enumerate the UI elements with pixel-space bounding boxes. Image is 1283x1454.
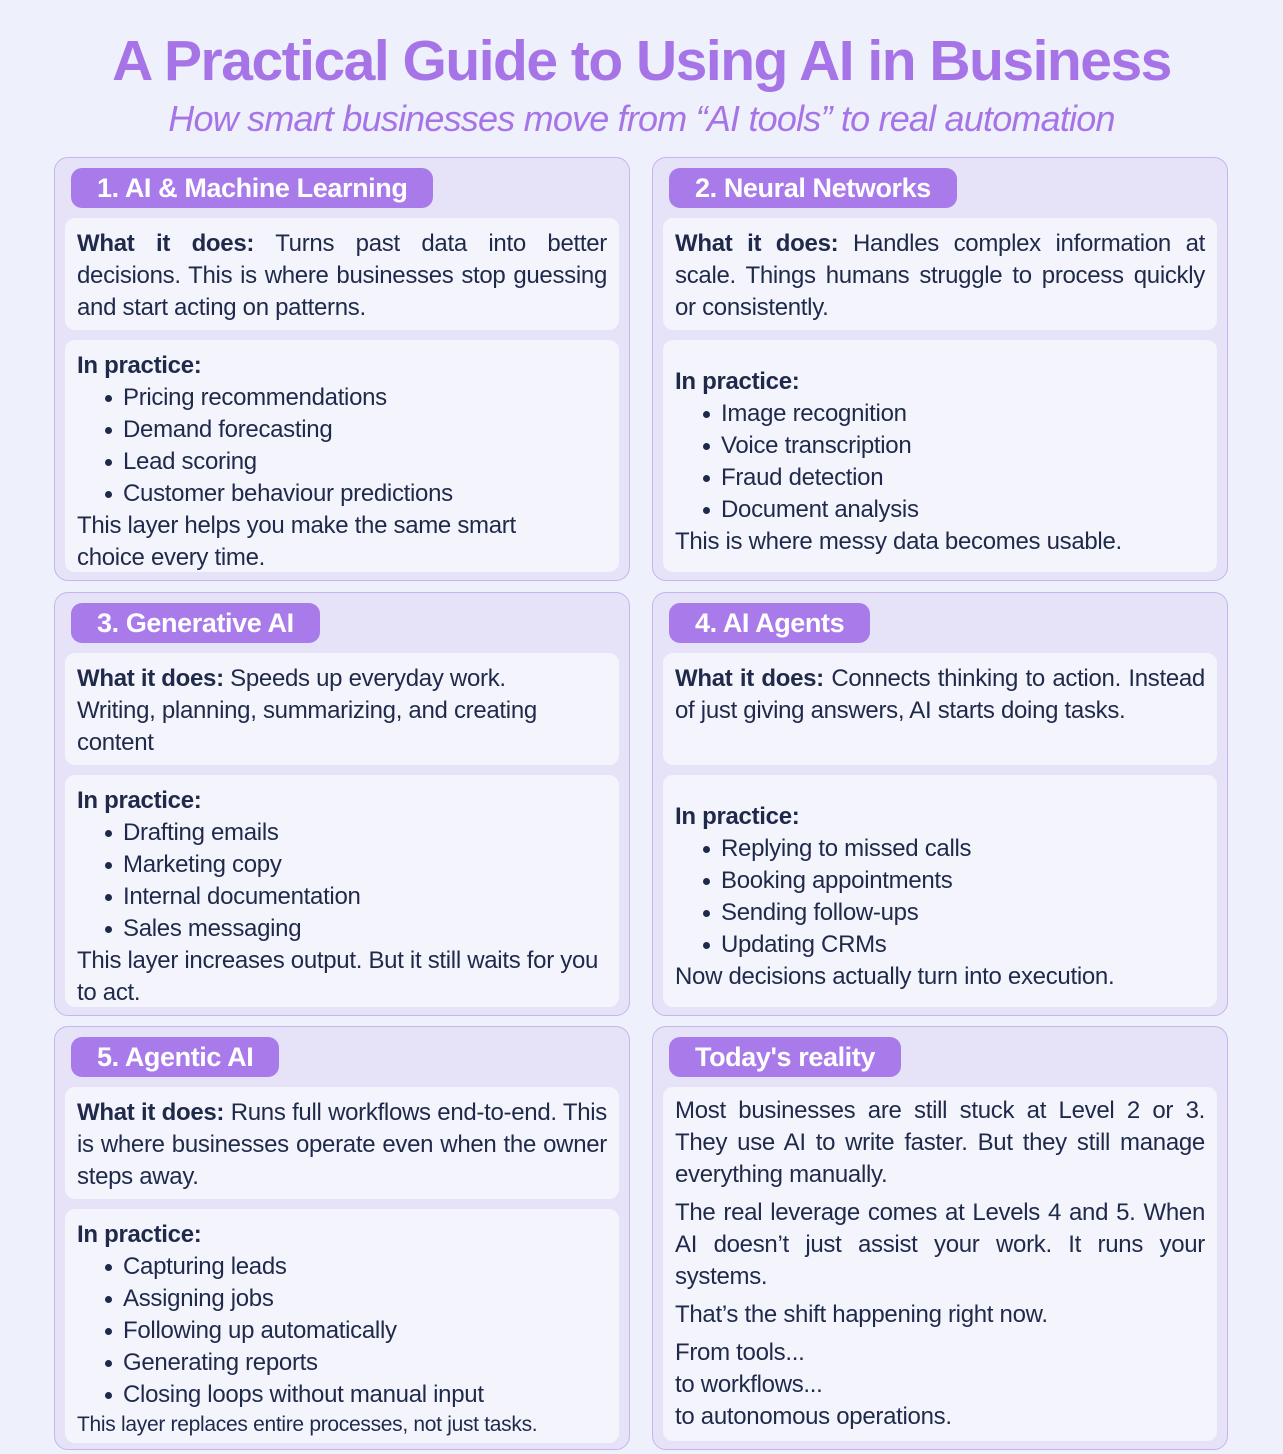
what-it-does-box (65, 218, 619, 330)
what-it-does-box (663, 653, 1217, 765)
practice-list (701, 398, 1205, 526)
card-note: This layer increases output. But it still waits for you to act. (77, 947, 599, 1006)
reality-paragraph-2: The real leverage comes at Levels 4 and 5. When AI doesn’t just assist your work. It runs your systems. (675, 1199, 1205, 1290)
card-note: This layer replaces entire processes, not just tasks. (77, 1413, 538, 1436)
list-item: Fraud detection (701, 462, 1205, 494)
list-item: Pricing recommendations (103, 382, 607, 414)
what-it-does-label: What it does: (77, 665, 224, 692)
card-note: This is where messy data becomes usable. (675, 528, 1122, 555)
list-item: Sending follow-ups (701, 897, 1205, 929)
reality-box (663, 1087, 1217, 1441)
card-neural-networks (652, 157, 1228, 581)
page-subtitle: How smart businesses move from “AI tools” to real automation (168, 98, 1115, 139)
what-it-does-value: Connects thinking to action. Instead of just giving answers, AI starts doing tasks. (675, 665, 1205, 724)
list-item: Generating reports (103, 1347, 607, 1379)
card-note: This layer helps you make the same smart choice every time. (77, 512, 516, 571)
list-item: Assigning jobs (103, 1283, 607, 1315)
list-item: Drafting emails (103, 817, 607, 849)
list-item: Updating CRMs (701, 929, 1205, 961)
list-item: Lead scoring (103, 446, 607, 478)
in-practice-label: In practice: (675, 368, 800, 395)
card-title: 2. Neural Networks (669, 168, 957, 208)
list-item: Marketing copy (103, 849, 607, 881)
what-it-does-label: What it does: (77, 1099, 225, 1126)
what-it-does-label: What it does: (675, 665, 824, 692)
list-item: Demand forecasting (103, 414, 607, 446)
in-practice-box (65, 340, 619, 572)
what-it-does-text (77, 1097, 607, 1193)
what-it-does-value: Runs full workflows end-to-end. This is where businesses operate even when the owner steps away. (77, 1099, 608, 1190)
reality-paragraph-3: That’s the shift happening right now. (675, 1301, 1048, 1328)
card-todays-reality (652, 1026, 1228, 1450)
list-item: Capturing leads (103, 1251, 607, 1283)
what-it-does-box (663, 218, 1217, 330)
list-item: Closing loops without manual input (103, 1379, 607, 1411)
card-note: Now decisions actually turn into execution. (675, 963, 1115, 990)
list-item: Booking appointments (701, 865, 1205, 897)
list-item: Replying to missed calls (701, 833, 1205, 865)
what-it-does-text (77, 663, 587, 759)
practice-list (103, 382, 607, 510)
practice-list (103, 817, 607, 945)
in-practice-box (65, 1209, 619, 1443)
card-generative-ai (54, 592, 630, 1016)
reality-line-1: From tools... (675, 1339, 805, 1366)
list-item: Internal documentation (103, 881, 607, 913)
card-ai-machine-learning (54, 157, 630, 581)
practice-list (103, 1251, 607, 1411)
reality-paragraph-1: Most businesses are still stuck at Level 2 or 3. They use AI to write faster. But they still manage everything manually. (675, 1097, 1205, 1188)
what-it-does-text (77, 228, 607, 324)
card-title: 1. AI & Machine Learning (71, 168, 433, 208)
in-practice-label: In practice: (77, 352, 202, 379)
reality-line-2: to workflows... (675, 1371, 823, 1398)
practice-list (701, 833, 1205, 961)
list-item: Image recognition (701, 398, 1205, 430)
card-title: Today's reality (669, 1037, 901, 1077)
list-item: Voice transcription (701, 430, 1205, 462)
in-practice-label: In practice: (77, 1221, 202, 1248)
in-practice-box (65, 775, 619, 1007)
what-it-does-box (65, 1087, 619, 1199)
what-it-does-label: What it does: (675, 230, 839, 257)
list-item: Sales messaging (103, 913, 607, 945)
page-title: A Practical Guide to Using AI in Business (112, 29, 1171, 93)
in-practice-box (663, 340, 1217, 572)
list-item: Following up automatically (103, 1315, 607, 1347)
card-title: 3. Generative AI (71, 603, 320, 643)
reality-line-3: to autonomous operations. (675, 1403, 952, 1430)
what-it-does-text (675, 663, 1205, 727)
what-it-does-label: What it does: (77, 230, 255, 257)
what-it-does-value: Speeds up everyday work. Writing, planning, summarizing, and creating content (77, 665, 537, 756)
what-it-does-value: Handles complex information at scale. Things humans struggle to process quickly or consistently. (675, 230, 1205, 321)
in-practice-box (663, 775, 1217, 1007)
list-item: Document analysis (701, 494, 1205, 526)
what-it-does-box (65, 653, 619, 765)
list-item: Customer behaviour predictions (103, 478, 607, 510)
card-ai-agents (652, 592, 1228, 1016)
card-title: 5. Agentic AI (71, 1037, 279, 1077)
what-it-does-value: Turns past data into better decisions. This is where businesses stop guessing and start acting on patterns. (77, 230, 608, 321)
what-it-does-text (675, 228, 1205, 324)
card-title: 4. AI Agents (669, 603, 870, 643)
in-practice-label: In practice: (77, 787, 202, 814)
in-practice-label: In practice: (675, 803, 800, 830)
card-agentic-ai (54, 1026, 630, 1450)
